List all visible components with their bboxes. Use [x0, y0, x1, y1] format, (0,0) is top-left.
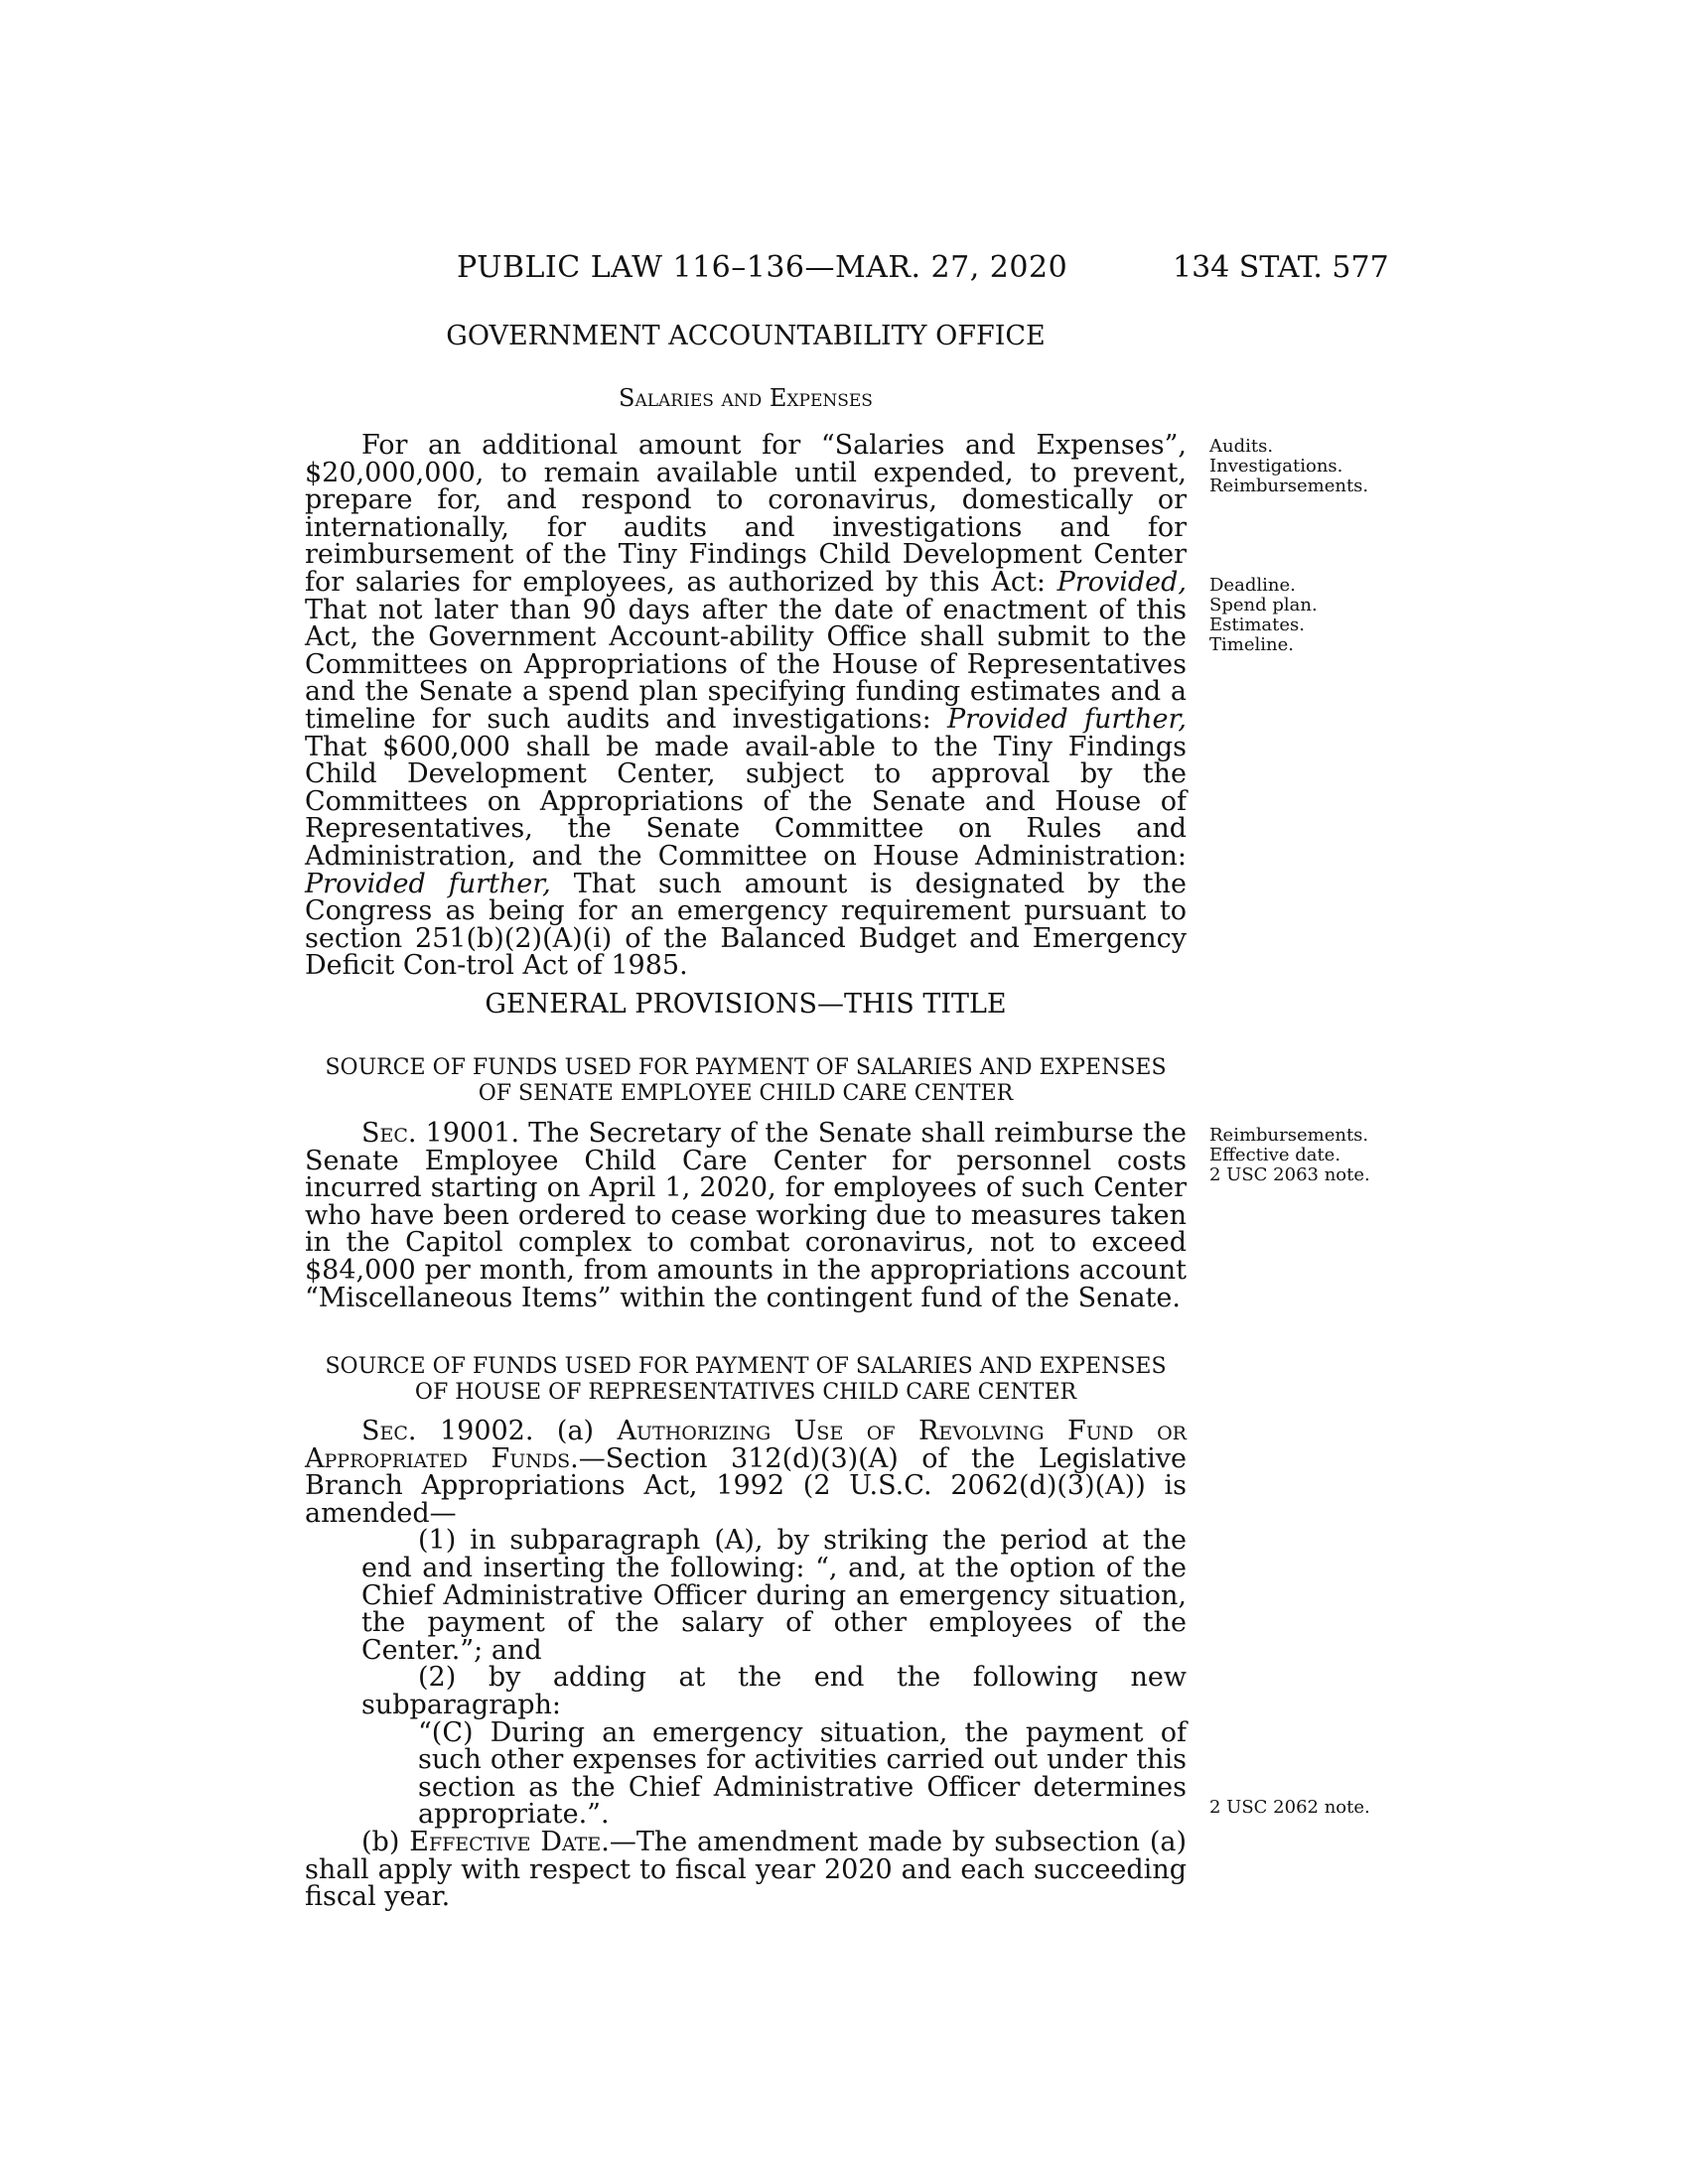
sec19002-subsection-a — [305, 1418, 1187, 1527]
gao-text-4: That such amount is designated by the Congress as being for an emergency requirement pursuant to section 251(b)(2)(A)(i) of the Balanced Budget and Emergency Deficit Con-trol Act of 1985. — [305, 868, 1187, 982]
margin-note-deadline — [1209, 576, 1398, 655]
sec19002-a-text: —Section 312(d)(3)(A) of the Legislative Branch Appropriations Act, 1992 (2 U.S.C. 2062(d)(3)(A)) is amended— — [305, 1442, 1187, 1529]
sec19002-item-1: (1) in subparagraph (A), by striking the period at the end and inserting the following: “, and, at the option of the Chief Administrative Officer during an emergency situation, the payment of the salary of other employees of the Center.”; and — [361, 1525, 1187, 1666]
running-header-stat: 134 STAT. 577 — [1173, 250, 1389, 285]
sec19001-text: 19001. The Secretary of the Senate shall reimburse the Senate Employee Child Care Center for personnel costs incurred starting on April 1, 2020, for employees of such Center who have been ordered to cease working due to measures taken in the Capitol complex to combat coronavirus, not to exceed $84,000 per month, from amounts in the appropriations account “Miscellaneous Items” within the contingent fund of the Senate. — [305, 1118, 1187, 1313]
gao-paragraph — [305, 432, 1187, 980]
margin-note-line: Investigations. — [1209, 456, 1343, 477]
sec19002-item-2: (2) by adding at the end the following new subparagraph: — [361, 1662, 1187, 1720]
gao-subtitle: Salaries and Expenses — [619, 384, 873, 412]
gao-text-3: That $600,000 shall be made avail-able to the Tiny Findings Child Development Center, subject to approval by the Committees on Appropriations of the Senate and House of Representatives, the Senate Committee on Rules and Administration, and the Committee on House Administration: — [305, 731, 1187, 872]
sec19001-heading-line2: OF SENATE EMPLOYEE CHILD CARE CENTER — [478, 1081, 1014, 1106]
margin-note-line: 2 USC 2063 note. — [1209, 1164, 1370, 1185]
sec19001-heading-line1: SOURCE OF FUNDS USED FOR PAYMENT OF SALARIES AND EXPENSES — [325, 1055, 1167, 1080]
margin-note-sec19001 — [1209, 1126, 1398, 1185]
sec19001-paragraph — [305, 1120, 1187, 1311]
margin-note-line: Spend plan. — [1209, 595, 1318, 615]
gao-provided-2: Provided further, — [946, 703, 1187, 735]
sec19001-heading — [305, 1055, 1187, 1107]
margin-note-audits — [1209, 437, 1398, 496]
gao-text-1: For an additional amount for “Salaries and Expenses”, $20,000,000, to remain available until expended, to prevent, prepare for, and respond to coronavirus, domestically or internationally, for audits and investigations and for reimbursement of the Tiny Findings Child Development Center for salaries for employees, as authorized by this Act: — [305, 430, 1187, 598]
sec19002-item-2-quote: “(C) During an emergency situation, the payment of such other expenses for activities carried out under this section as the Chief Administrative Officer determines appropriate.”. — [418, 1716, 1187, 1831]
gao-provided-3: Provided further, — [305, 868, 551, 899]
sec19002-num: 19002. (a) — [416, 1416, 618, 1446]
sec19002-heading-line1: SOURCE OF FUNDS USED FOR PAYMENT OF SALARIES AND EXPENSES — [325, 1354, 1167, 1379]
sec19002-body — [305, 1418, 1187, 1911]
sec19002-heading — [305, 1354, 1187, 1406]
margin-note-line: Estimates. — [1209, 614, 1306, 635]
sec19001-label: Sec. — [361, 1118, 417, 1149]
margin-note-line: Reimbursements. — [1209, 476, 1369, 496]
gao-provided-1: Provided, — [1056, 566, 1187, 598]
sec19002-label: Sec. — [361, 1416, 417, 1446]
gao-text-2: That not later than 90 days after the date of enactment of this Act, the Government Account-ability Office shall submit to the Committees on Appropriations of the House of Representatives and the Senate a spend plan specifying funding estimates and a timeline for such audits and investigations: — [305, 594, 1187, 735]
margin-note-line: Effective date. — [1209, 1145, 1341, 1165]
margin-note-sec19002: 2 USC 2062 note. — [1209, 1797, 1370, 1818]
gao-title: GOVERNMENT ACCOUNTABILITY OFFICE — [446, 321, 1046, 351]
running-header-law: PUBLIC LAW 116–136—MAR. 27, 2020 — [457, 250, 1068, 285]
sec19002-subsection-b — [305, 1826, 1187, 1913]
sec19002-b-text: —The amendment made by subsection (a) shall apply with respect to fiscal year 2020 and each succeeding fiscal year. — [305, 1826, 1187, 1913]
sec19002-a-heading: Authorizing Use of Revolving Fund or Appropriated Funds. — [305, 1416, 1187, 1474]
margin-note-line: Deadline. — [1209, 575, 1296, 596]
margin-note-line: Timeline. — [1209, 634, 1294, 655]
general-provisions-title: GENERAL PROVISIONS—THIS TITLE — [485, 989, 1007, 1020]
margin-note-line: Reimbursements. — [1209, 1125, 1369, 1146]
margin-note-line: Audits. — [1209, 436, 1274, 457]
sec19002-b-heading: Effective Date. — [409, 1826, 610, 1857]
sec19002-heading-line2: OF HOUSE OF REPRESENTATIVES CHILD CARE CENTER — [414, 1380, 1077, 1405]
sec19002-b-label: (b) — [361, 1826, 410, 1857]
